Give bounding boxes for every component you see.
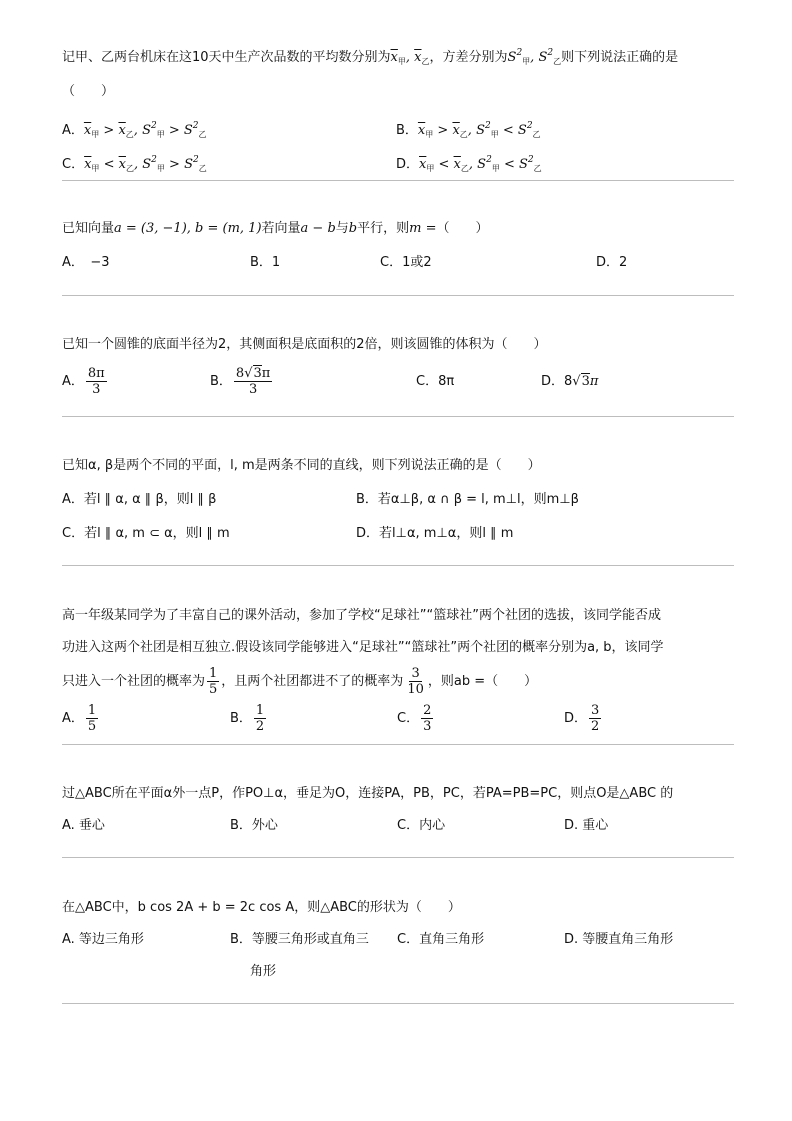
question-2-option-a[interactable]: A． −3 [62,255,110,270]
divider [62,857,734,858]
question-7-option-a[interactable]: A. 等边三角形 [62,932,144,947]
divider [62,1003,734,1004]
question-1 [62,38,734,175]
question-1-option-b[interactable]: B．$\overline{x}_甲 > \overline{x}_乙$, $S^2_甲 < S^2_乙$ [396,121,541,139]
question-4-option-d[interactable]: D．若l⊥α, m⊥α，则l ∥ m [356,526,514,541]
question-7-option-b-continued: 角形 [250,964,277,979]
question-3-option-c[interactable]: C．8π [416,374,455,389]
question-1-option-a[interactable]: A．$\overline{x}_甲 > \overline{x}_乙$, $S^2_甲 > S^2_乙$ [62,121,207,139]
question-3 [62,330,734,402]
question-5-option-b[interactable]: B． $\frac{1}{2}$ [230,703,265,734]
question-4-stem: 已知α, β是两个不同的平面，l, m是两条不同的直线，则下列说法正确的是（ ） [62,458,541,473]
question-7 [62,893,734,987]
question-5-option-c[interactable]: C． $\frac{2}{3}$ [397,703,432,734]
question-7-stem: 在△ABC中，b cos 2A + b = 2c cos A，则△ABC的形状为（ ） [62,900,461,915]
question-7-option-b[interactable]: B．等腰三角形或直角三 [230,932,369,947]
question-4-option-a[interactable]: A．若l ∥ α, α ∥ β，则l ∥ β [62,492,217,507]
question-3-stem: 已知一个圆锥的底面半径为2，其侧面积是底面积的2倍，则该圆锥的体积为（ ） [62,337,547,352]
question-3-option-d[interactable]: D．8√3π [541,374,599,389]
question-6-option-d[interactable]: D. 重心 [564,818,609,833]
question-4-option-b[interactable]: B．若α⊥β, α ∩ β = l, m⊥l，则m⊥β [356,492,579,507]
question-5-option-d[interactable]: D． $\frac{3}{2}$ [564,703,600,734]
question-6-option-c[interactable]: C．内心 [397,818,446,833]
question-7-option-d[interactable]: D. 等腰直角三角形 [564,932,674,947]
question-1-stem: 记甲、乙两台机床在这10天中生产次品数的平均数分别为$\overline{x}_甲$, $\overline{x}_乙$，方差分别为$S^2_甲$, $S^2_乙$则下列说法正确的是 [62,48,679,66]
question-1-option-d[interactable]: D．$\overline{x}_甲 < \overline{x}_乙$, $S^2_甲 < S^2_乙$ [396,155,542,173]
question-3-option-a[interactable]: A． $\frac{8\pi}{3}$ [62,366,105,397]
question-2-option-b[interactable]: B．1 [250,255,281,270]
question-6 [62,779,734,841]
question-6-option-b[interactable]: B．外心 [230,818,278,833]
question-2-option-d[interactable]: D．2 [596,255,628,270]
question-5-line-2: 功进入这两个社团是相互独立.假设该同学能够进入“足球社”“篮球社”两个社团的概率分别为a, b，该同学 [62,640,664,655]
divider [62,744,734,745]
divider [62,180,734,181]
question-2-stem: 已知向量a = (3, −1), b = (m, 1)若向量a − b与b平行，则m =（ ） [62,221,489,236]
question-6-stem: 过△ABC所在平面α外一点P，作PO⊥α，垂足为O，连接PA，PB，PC，若PA=PB=PC，则点O是△ABC 的 [62,786,674,801]
question-3-option-b[interactable]: B． $\frac{8√3\pi}{3}$ [210,366,271,397]
divider [62,416,734,417]
question-1-paren: （ ） [62,84,115,99]
question-1-option-c[interactable]: C．$\overline{x}_甲 < \overline{x}_乙$, $S^2_甲 > S^2_乙$ [62,155,207,173]
divider [62,565,734,566]
question-2-option-c[interactable]: C．1或2 [380,255,432,270]
question-6-option-a[interactable]: A. 垂心 [62,818,105,833]
question-7-option-c[interactable]: C．直角三角形 [397,932,485,947]
question-5-option-a[interactable]: A． $\frac{1}{5}$ [62,703,97,734]
question-5-line-1: 高一年级某同学为了丰富自己的课外活动，参加了学校“足球社”“篮球社”两个社团的选拔，该同学能否成 [62,608,661,623]
divider [62,295,734,296]
question-4 [62,451,734,549]
question-2 [62,214,734,278]
question-5 [62,600,734,738]
question-4-option-c[interactable]: C．若l ∥ α, m ⊂ α，则l ∥ m [62,526,230,541]
question-5-line-3: 只进入一个社团的概率为 $\frac{1}{5}$ ，且两个社团都进不了的概率为 $\frac{3}{10}$ ，则ab =（ ） [62,666,538,697]
